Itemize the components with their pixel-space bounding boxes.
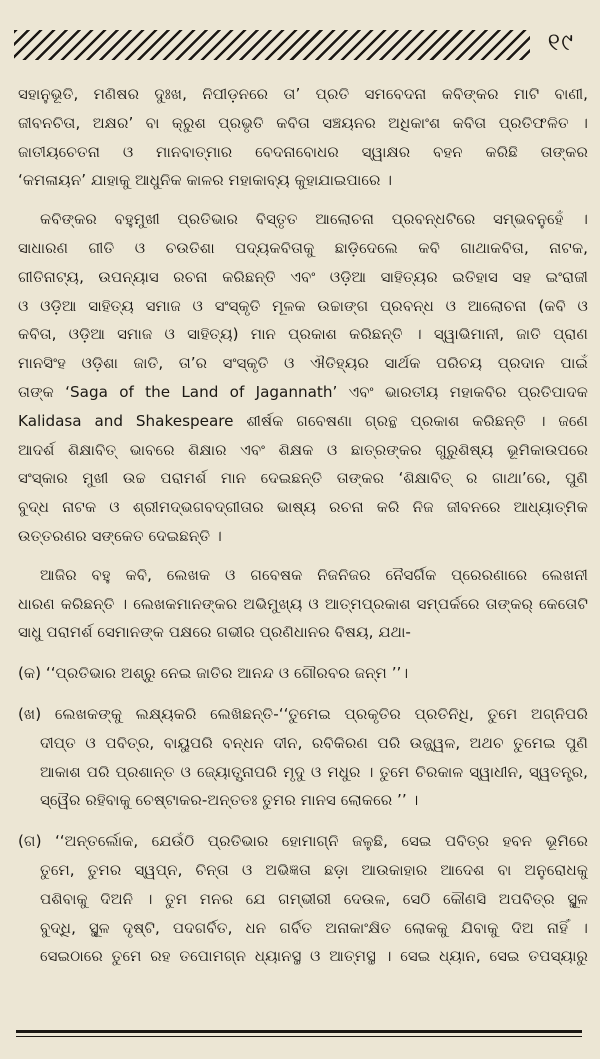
paragraph (18, 205, 588, 551)
text-line: ବୁଦ୍ଧି, ସ୍ଥୂଳ ଦୃଷ୍ଟି, ପଦଗର୍ବିତ, ଧନ ଗର୍ବିତ ଅନାକାଂକ୍ଷିତ ଲୋକକୁ ଯିବାକୁ ଦିଅ ନାହିଁ । (40, 918, 588, 937)
bottom-rule (16, 1030, 582, 1033)
header-hatch-band (14, 30, 530, 60)
text-line: ସ୍ୱୈର ରହିବାକୁ ଚେଷ୍ଟାକର-ଅନ୍ତତଃ ତୁମର ମାନସ ଲୋକରେ ’’ । (40, 791, 419, 810)
text-line: ଆଦର୍ଶ ଶିକ୍ଷାବିତ୍ ଭାବରେ ଶିକ୍ଷାର ଏବଂ ଶିକ୍ଷକ ଓ ଛାତ୍ରଙ୍କର ଗୁରୁଶିଷ୍ୟ ଭୂମିକାଉପରେ (18, 440, 588, 459)
paragraph (18, 80, 588, 195)
text-line: ତୁମେ, ତୁମର ସ୍ୱପ୍ନ, ଚିନ୍ତା ଓ ଅଭିଜ୍ଞତା ଛଡ଼ା ଆଉକାହାର ଆଦେଶ ବା ଅନୁରୋଧକୁ (40, 860, 588, 879)
text-line: ଧାରଣ କରିଛନ୍ତି । ଲେଖକମାନଙ୍କର ଅଭିମୁଖ୍ୟ ଓ ଆତ୍ମପ୍ରକାଶ ସମ୍ପର୍କରେ ତାଙ୍କର୍ କେତୋଟି (18, 594, 588, 613)
body-text (18, 80, 588, 971)
text-line: ଉତ୍ତରଣର ସଙ୍କେତ ଦେଇଛନ୍ତି । (18, 526, 222, 545)
text-line: ଜାତୀୟଚେତନା ଓ ମାନବାତ୍ମାର ବେଦନାବୋଧର ସ୍ୱାକ୍ଷର ବହନ କରିଛି ତାଙ୍କର (18, 142, 588, 161)
text-line: ସେଇଠାରେ ତୁମେ ରହ ତପୋମଗ୍ନ ଧ୍ୟାନସ୍ଥ ଓ ଆତ୍ମସ୍ଥ । ସେଇ ଧ୍ୟାନ, ସେଇ ତପସ୍ୟାରୁ (40, 947, 588, 966)
text-line: ଆକାଶ ପରି ପ୍ରଶାନ୍ତ ଓ ଜ୍ୟୋତ୍ସ୍ନାପରି ମୃଦୁ ଓ ମଧୁର । ତୁମେ ଚିରକାଳ ସ୍ୱାଧୀନ, ସ୍ୱତନ୍ତ୍ର, (40, 762, 588, 781)
text-line: ଆଜିର ବହୁ କବି, ଲେଖକ ଓ ଗବେଷକ ନିଜନିଜର ନୈସର୍ଗିକ ପ୍ରେରଣାରେ ଲେଖନୀ (40, 565, 588, 584)
list-item (18, 827, 588, 971)
text-line: ସାଧୁ ପରାମର୍ଶ ସେମାନଙ୍କ ପକ୍ଷରେ ଗଭୀର ପ୍ରଣିଧାନର ବିଷୟ, ଯଥା- (18, 623, 411, 642)
paragraph (18, 561, 588, 647)
page-number: ୧୯ (547, 28, 574, 56)
text-line: Kalidasa and Shakespeare ଶୀର୍ଷକ ଗବେଷଣା ଗ୍ରନ୍ଥ ପ୍ରକାଶ କରିଛନ୍ତି । ଜଣେ (18, 411, 588, 430)
text-line: ‘କମଳାୟନ’ ଯାହାକୁ ଆଧୁନିକ କାଳର ମହାକାବ୍ୟ କୁହାଯାଇପାରେ । (18, 171, 393, 190)
text-line: ପଶିବାକୁ ଦିଅନି । ତୁମ ମନର ଯେ ଗମ୍ଭୀରୀ ଦେଉଳ, ସେଠି କୌଣସି ଅପବିତ୍ର ସ୍ଥୂଳ (40, 889, 588, 908)
text-line: (ଗ) ‘‘ଅନ୍ତର୍ଲୋକ, ଯେଉଁଠି ପ୍ରତିଭାର ହୋମାଗ୍ନି ଜଳୁଛି, ସେଇ ପବିତ୍ର ହବନ ଭୂମିରେ (18, 832, 588, 851)
text-line: ଦୀପ୍ତ ଓ ପବିତ୍ର, ବାୟୁପରି ବନ୍ଧନ ଦୀନ, ରବିକିରଣ ପରି ଉଜ୍ଜ୍ୱଳ, ଅଥଚ ତୁମେଇ ପୁଣି (40, 733, 588, 752)
text-line: ବୁଦ୍ଧ ନାଟକ ଓ ଶ୍ରୀମଦ୍ଭଗବଦ୍‌ଗୀତାର ଭାଷ୍ୟ ରଚନା କରି ନିଜ ଜୀବନରେ ଆଧ୍ୟାତ୍ମିକ (18, 498, 588, 517)
text-line: (ଖ) ଲେଖକଙ୍କୁ ଲକ୍ଷ୍ୟକରି ଲେଖିଛନ୍ତି-‘‘ତୁମେଇ ପ୍ରକୃତିର ପ୍ରତିନିଧି, ତୁମେ ଅଗ୍ନିପରି (18, 704, 588, 723)
text-line: ସାଧାରଣ ଗୀତି ଓ ଚଉତିଶା ପଦ୍ୟକବିତାକୁ ଛାଡ଼ିଦେଲେ କବି ଗାଥାକବିତା, ନାଟକ, (18, 238, 588, 257)
list-item (18, 700, 588, 815)
text-line: କବିତା, ଓଡ଼ିଆ ସମାଜ ଓ ସାହିତ୍ୟ) ମାନ ପ୍ରକାଶ କରିଛନ୍ତି । ସ୍ୱାଭିମାନୀ, ଜାତି ପ୍ରାଣ (18, 325, 588, 344)
bottom-rule-thin (16, 1036, 582, 1037)
text-line: ଜୀବନଚିତା, ଅକ୍ଷର’ ବା କ୍ରୁଶ ପ୍ରଭୃତି କବିତା ସଞ୍ଚୟନର ଅଧିକାଂଶ କବିତା ପ୍ରତିଫଳିତ । (18, 113, 588, 132)
text-line: ସହାନୁଭୂତି, ମଣିଷର ଦୁଃଖ, ନିପୀଡ଼ନରେ ତା’ ପ୍ରତି ସମବେଦନା କବିଙ୍କର ମାଟି ବାଣୀ, (18, 85, 588, 103)
text-line: (କ) ‘‘ପ୍ରତିଭାର ଅଶ୍ରୁ ନେଇ ଜାତିର ଆନନ୍ଦ ଓ ଗୌରବର ଜନ୍ମ ’’। (18, 664, 409, 683)
text-line: ଗୀତିନାଟ୍ୟ, ଉପନ୍ୟାସ ରଚନା କରିଛନ୍ତି ଏବଂ ଓଡ଼ିଆ ସାହିତ୍ୟର ଇତିହାସ ସହ ଇଂରାଜୀ (18, 267, 588, 286)
text-line: ମାନସିଂହ ଓଡ଼ିଶା ଜାତି, ତା’ର ସଂସ୍କୃତି ଓ ଐତିହ୍ୟର ସାର୍ଥକ ପରିଚୟ ପ୍ରଦାନ ପାଇଁ (18, 354, 588, 373)
text-line: ତାଙ୍କ ‘Saga of the Land of Jagannath’ ଏବଂ ଭାରତୀୟ ମହାକବିର ପ୍ରତିପାଦକ (18, 382, 588, 401)
list-item (18, 659, 588, 688)
text-line: ସଂସ୍କାର ମୁଖୀ ଉଚ୍ଚ ପରାମର୍ଶ ମାନ ଦେଇଛନ୍ତି ତାଙ୍କର ‘ଶିକ୍ଷାବିତ୍ ର ଗାଥା’ରେ, ପୁଣି (18, 469, 588, 488)
text-line: ଓ ଓଡ଼ିଆ ସାହିତ୍ୟ ସମାଜ ଓ ସଂସ୍କୃତି ମୂଳକ ଉଚ୍ଚାଙ୍ଗ ପ୍ରବନ୍ଧ ଓ ଆଲୋଚନା (କବି ଓ (18, 296, 588, 315)
text-line: କବିଙ୍କର ବହୁମୁଖୀ ପ୍ରତିଭାର ବିସ୍ତୃତ ଆଲୋଚନା ପ୍ରବନ୍ଧଟିରେ ସମ୍ଭବନୁହେଁ । (40, 210, 588, 229)
